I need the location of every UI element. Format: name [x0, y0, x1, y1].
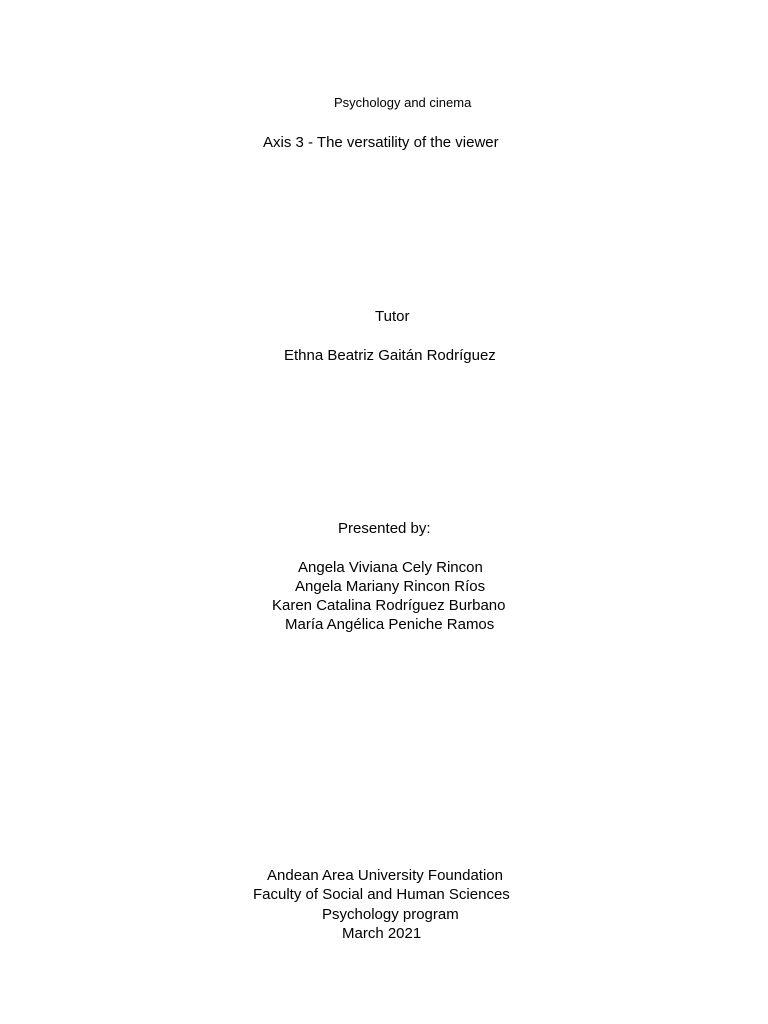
presenter-name: Karen Catalina Rodríguez Burbano — [272, 597, 506, 614]
presented-by-label: Presented by: — [338, 520, 431, 537]
program-name: Psychology program — [322, 906, 459, 923]
document-title: Axis 3 - The versatility of the viewer — [263, 134, 499, 151]
institution-name: Andean Area University Foundation — [267, 867, 503, 884]
tutor-label: Tutor — [375, 308, 410, 325]
presenter-name: María Angélica Peniche Ramos — [285, 616, 495, 633]
tutor-name: Ethna Beatriz Gaitán Rodríguez — [284, 347, 496, 364]
presenter-name: Angela Viviana Cely Rincon — [298, 559, 483, 576]
course-name: Psychology and cinema — [334, 95, 472, 110]
document-date: March 2021 — [342, 925, 422, 942]
faculty-name: Faculty of Social and Human Sciences — [253, 886, 510, 903]
presenter-name: Angela Mariany Rincon Ríos — [295, 578, 486, 595]
